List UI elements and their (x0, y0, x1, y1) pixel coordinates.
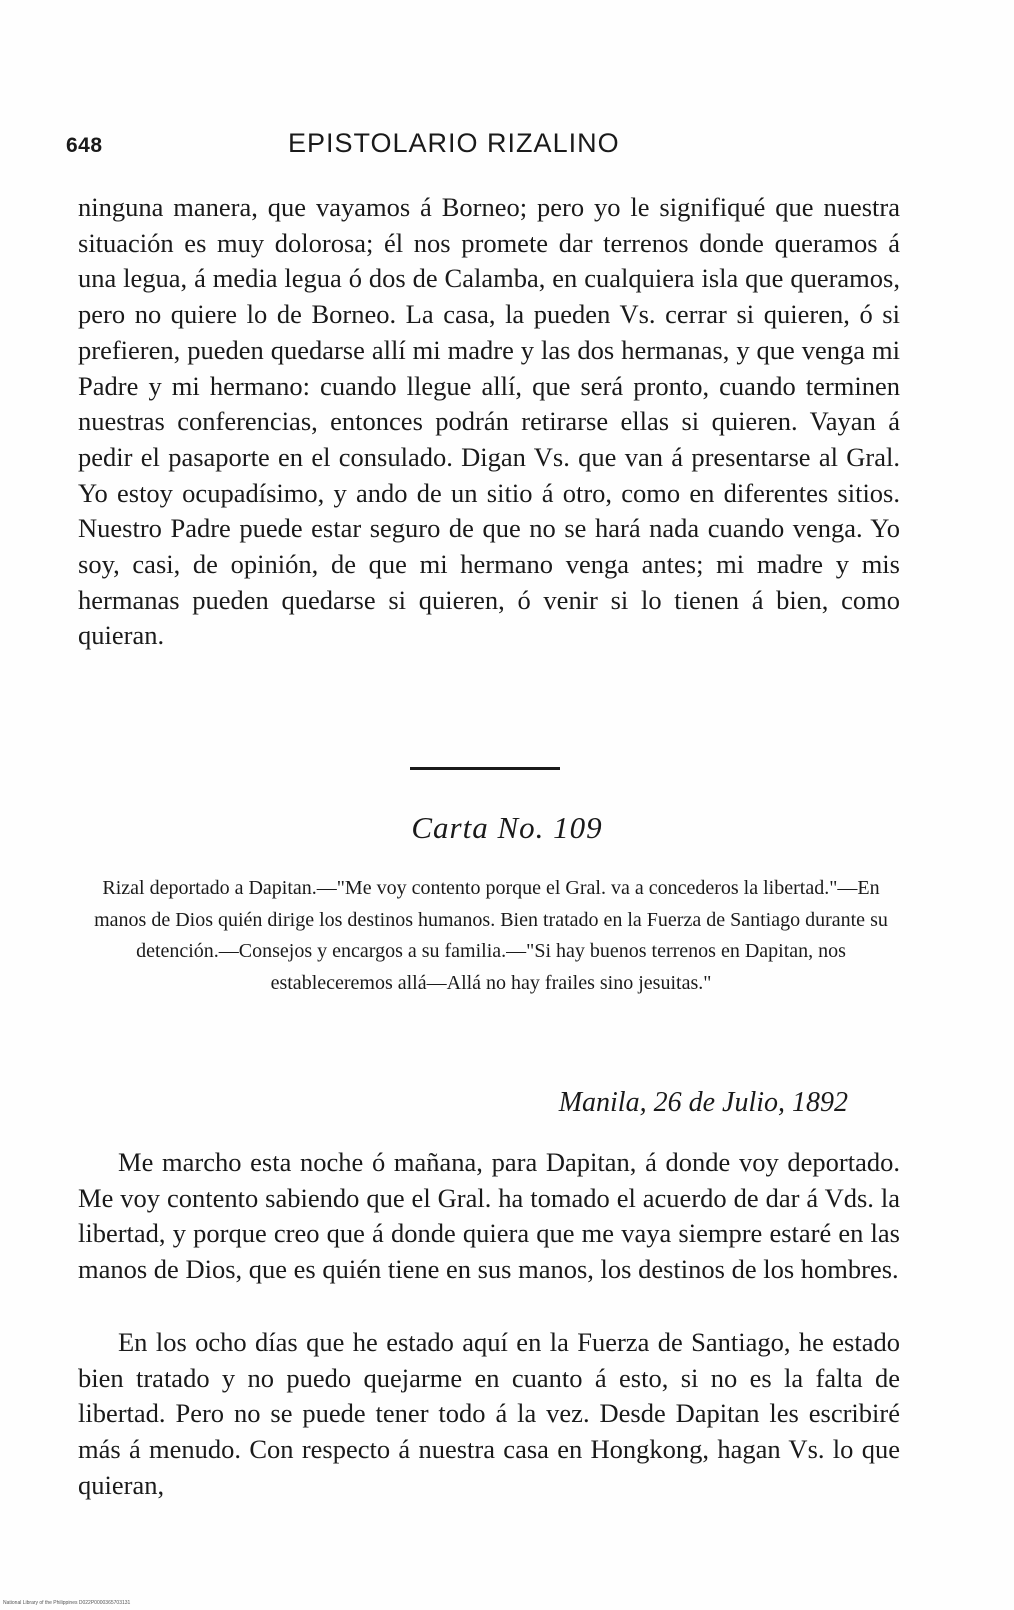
letter-summary: Rizal deportado a Dapitan.—"Me voy contento porque el Gral. va a concederos la libertad."—En manos de Dios quién dirige los destinos humanos. Bien tratado en la Fuerza de Santiago durante su detención.—Consejos y encargos a su familia.—"Si hay buenos terrenos en Dapitan, nos estableceremos allá—Allá no hay frailes sino jesuitas." (94, 877, 888, 994)
page-header (66, 128, 906, 168)
letter-paragraph-2: En los ocho días que he estado aquí en la Fuerza de Santiago, he estado bien tratado y no puedo quejarme en cuanto á esto, si no es la falta de libertad. Pero no se puede tener todo á la vez. Desde Dapitan les escribiré más á menudo. Con respecto á nuestra casa en Hongkong, hagan Vs. lo que quieran, (78, 1327, 900, 1500)
letter-dateline: Manila, 26 de Julio, 1892 (558, 1087, 848, 1118)
letter-paragraph-1: Me marcho esta noche ó mañana, para Dapitan, á donde voy deportado. Me voy contento sabiendo que el Gral. ha tomado el acuerdo de dar á Vds. la libertad, y porque creo que á donde quiera que me vaya siempre estaré en las manos de Dios, que es quién tiene en sus manos, los destinos de los hombres. (78, 1147, 900, 1285)
letter-title: Carta No. 109 (411, 810, 603, 845)
page-number: 648 (66, 134, 103, 157)
running-title: EPISTOLARIO RIZALINO (288, 128, 620, 158)
section-divider (410, 767, 560, 770)
continued-paragraph: ninguna manera, que vayamos á Borneo; pero yo le signifiqué que nuestra situación es muy dolorosa; él nos promete dar terrenos donde queramos á una legua, á media legua ó dos de Calamba, en cualquiera isla que queramos, pero no quiere lo de Borneo. La casa, la pueden Vs. cerrar si quieren, ó si prefieren, pueden quedarse allí mi madre y las dos hermanas, y que venga mi Padre y mi hermano: cuando llegue allí, que será pronto, cuando terminen nuestras conferencias, entonces podrán retirarse ellas si quieren. Vayan á pedir el pasaporte en el consulado. Digan Vs. que van á presentarse al Gral. Yo estoy ocupadísimo, y ando de un sitio á otro, como en diferentes sitios. Nuestro Padre puede estar seguro de que no se hará nada cuando venga. Yo soy, casi, de opinión, de que mi hermano venga antes; mi madre y mis hermanas pueden quedarse si quieren, ó venir si lo tienen á bien, como quieran. (78, 192, 900, 651)
scan-footer: National Library of the Philippines D022P0000365703131 (3, 1600, 131, 1606)
